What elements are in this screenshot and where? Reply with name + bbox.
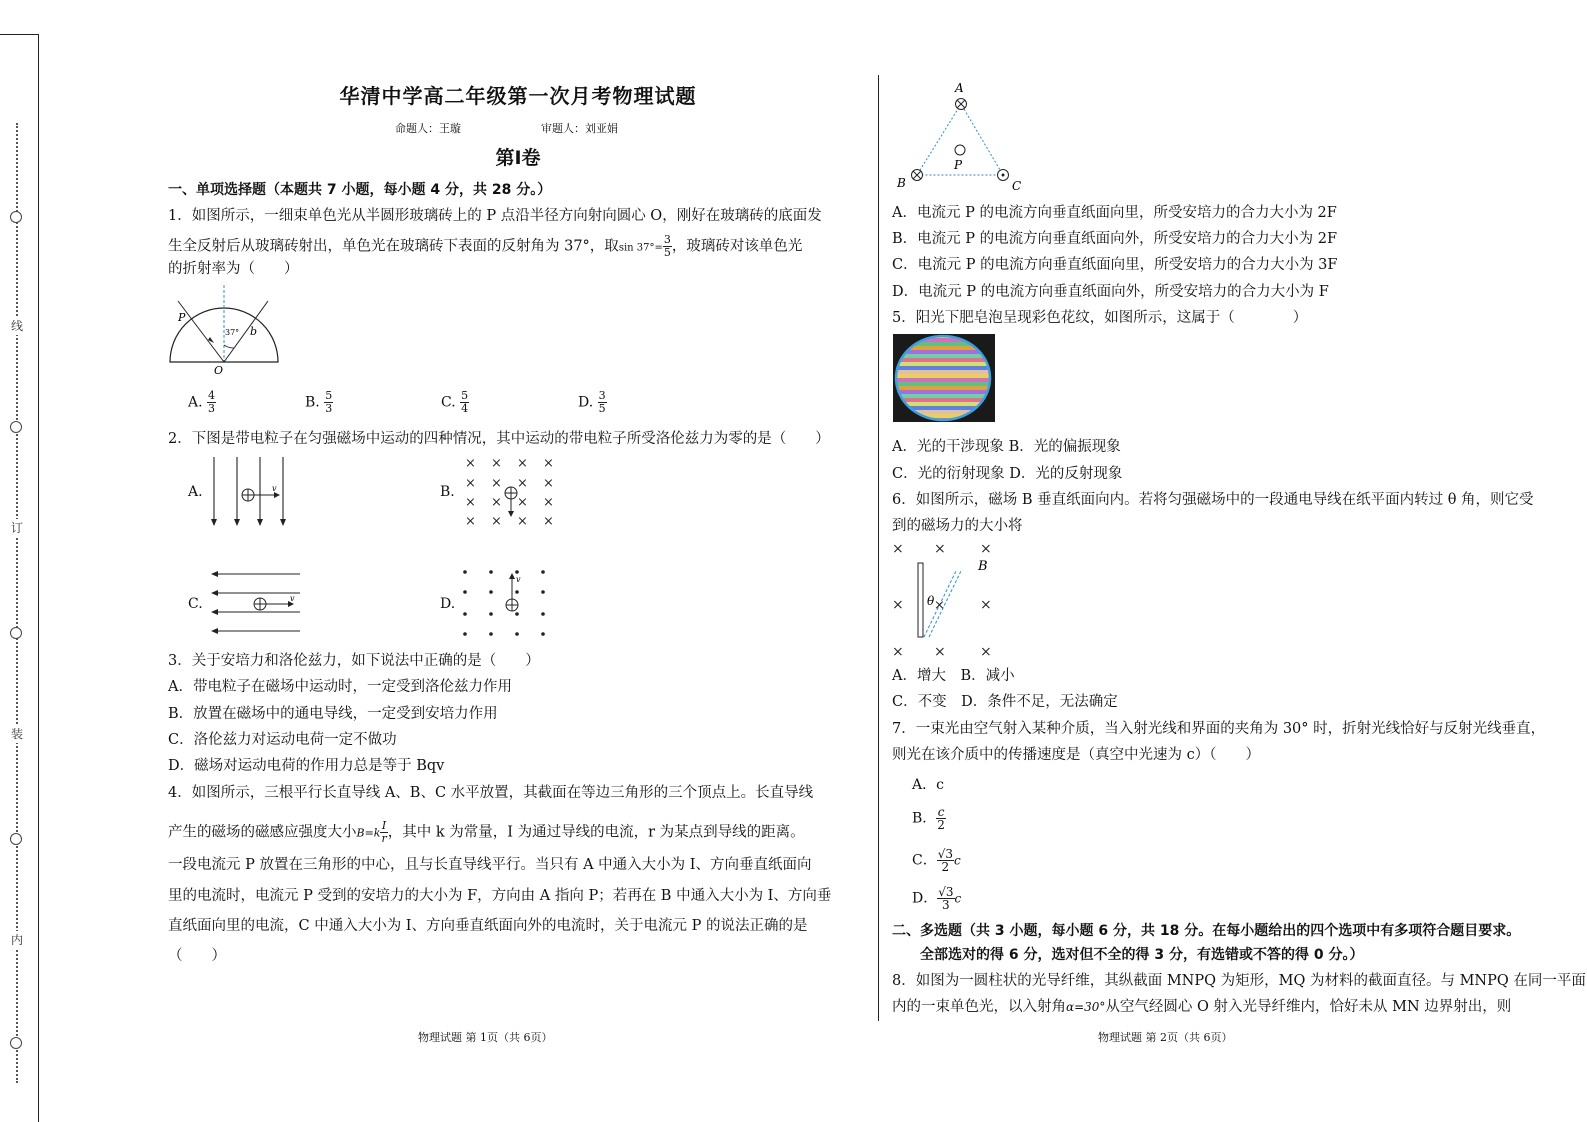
- svg-text:×: ×: [892, 644, 904, 660]
- svg-text:×: ×: [934, 541, 946, 557]
- q1-label-o: O: [214, 364, 224, 377]
- q1-label-p: P: [178, 311, 186, 324]
- interference-stripe: [893, 342, 995, 346]
- q1-d-den: 5: [598, 402, 606, 415]
- q4-frac-den: r: [381, 832, 387, 845]
- field-dot-mark: [515, 590, 519, 594]
- q7-b-num: c: [937, 805, 945, 819]
- q4-option-d[interactable]: D．电流元 P 的电流方向垂直纸面向外，所受安培力的合力大小为 F: [892, 284, 1329, 300]
- field-cross-mark: ×: [517, 456, 528, 471]
- q1-line2: [168, 234, 802, 259]
- q4-line6: （ ）: [168, 948, 226, 964]
- q1-c-den: 4: [461, 402, 469, 415]
- q1-sin-expr: sin 37°=: [618, 242, 663, 254]
- binding-margin: [0, 34, 39, 1122]
- svg-text:×: ×: [980, 541, 992, 557]
- q4-line2: [168, 820, 805, 845]
- q1-a-den: 3: [208, 402, 216, 415]
- interference-stripe: [893, 390, 995, 394]
- field-dot-mark: [463, 632, 467, 636]
- field-cross-mark: ×: [465, 514, 476, 529]
- q4-label-a: A: [955, 81, 964, 95]
- q4-line2-text: 产生的磁场的磁感应强度大小: [168, 824, 357, 841]
- field-dot-mark: [489, 632, 493, 636]
- q8-line2-tail: 从空气经圆心 O 射入光导纤维内，恰好未从 MN 边界射出，则: [1105, 999, 1512, 1015]
- author-setter: 命题人：王璇: [395, 122, 461, 135]
- q8-line1: 8．如图为一圆柱状的光导纤维，其纵截面 MNPQ 为矩形，MQ 为材料的截面直径。与 MNPQ 在同一平面: [892, 973, 1586, 989]
- q2-figure-c: [208, 566, 308, 638]
- q7-option-d[interactable]: [912, 886, 961, 911]
- q6-line1: 6．如图所示，磁场 B 垂直纸面向内。若将匀强磁场中的一段通电导线在纸平面内转过 θ 角，则它受: [892, 492, 1534, 508]
- q8-line2: [892, 998, 1511, 1016]
- interference-stripe: [893, 410, 995, 414]
- q7-c-frac: [937, 848, 954, 873]
- q6-options-cd[interactable]: C．不变 D．条件不足，无法确定: [892, 694, 1118, 710]
- q4-fraction: [380, 820, 387, 845]
- q7-d-den: 3: [942, 898, 950, 912]
- q8-formula: α=30°: [1066, 1000, 1106, 1014]
- field-cross-mark: ×: [517, 476, 528, 491]
- q1-option-b-frac: [324, 390, 333, 415]
- q1-option-c-frac: [460, 390, 469, 415]
- soap-bubble-photo: [893, 334, 995, 422]
- q2-figure-a: [208, 455, 298, 529]
- page-footer-left: 物理试题 第 1页（共 6页）: [418, 1031, 553, 1044]
- field-dot-mark: [515, 612, 519, 616]
- q3-option-c[interactable]: C．洛伦兹力对运动电荷一定不做功: [168, 732, 397, 748]
- q7-option-b[interactable]: [912, 806, 946, 831]
- q7-d-suffix: c: [954, 891, 962, 906]
- q1-b-num: 5: [325, 389, 333, 402]
- interference-stripe: [893, 374, 995, 378]
- field-dot-mark: [489, 590, 493, 594]
- binding-mark-nei: 内: [8, 931, 26, 949]
- interference-stripe: [893, 358, 995, 362]
- field-cross-mark: ×: [491, 495, 502, 510]
- q2-a-v: v: [272, 484, 277, 493]
- q4-formula: B=k: [356, 826, 381, 840]
- field-dot-mark: [515, 632, 519, 636]
- page-footer-right: 物理试题 第 2页（共 6页）: [1098, 1031, 1233, 1044]
- q4-option-b[interactable]: B．电流元 P 的电流方向垂直纸面向外，所受安培力的合力大小为 2F: [892, 231, 1338, 247]
- interference-stripe: [893, 370, 995, 374]
- binding-ring: [10, 211, 22, 223]
- field-dot-mark: [463, 612, 467, 616]
- q1-frac-den: 5: [663, 246, 671, 259]
- q6-options-ab[interactable]: A．增大 B．减小: [892, 668, 1015, 684]
- binding-ring: [10, 833, 22, 845]
- field-cross-mark: ×: [517, 514, 528, 529]
- q2-option-a-label[interactable]: A.: [188, 484, 203, 500]
- q1-option-d[interactable]: [578, 390, 607, 415]
- q7-c-suffix: c: [954, 853, 961, 868]
- q4-label-p: P: [954, 158, 963, 172]
- field-dot-mark: [541, 612, 545, 616]
- field-dot-mark: [489, 612, 493, 616]
- q1-fraction: [663, 234, 672, 259]
- q1-b-den: 3: [325, 402, 333, 415]
- svg-text:×: ×: [892, 597, 904, 613]
- field-dot-mark: [463, 570, 467, 574]
- q4-line4: 里的电流时，电流元 P 受到的安培力的大小为 F，方向由 A 指向 P；若再在 B 中通入大小为 I、方向垂: [168, 888, 832, 904]
- q3-option-d[interactable]: D．磁场对运动电荷的作用力总是等于 Bqv: [168, 758, 445, 774]
- q3-stem: 3．关于安培力和洛伦兹力，如下说法中正确的是（ ）: [168, 653, 540, 669]
- q6-label-b: B: [978, 559, 988, 574]
- svg-text:×: ×: [980, 597, 992, 613]
- q7-line2: 则光在该介质中的传播速度是（真空中光速为 c）（ ）: [892, 747, 1260, 763]
- q4-frac-num: I: [381, 819, 387, 832]
- section-title: 第Ⅰ卷: [495, 147, 541, 169]
- q2-c-v: v: [290, 594, 295, 603]
- field-dot-mark: [541, 632, 545, 636]
- q7-c-label: C．: [912, 852, 937, 869]
- q3-option-a[interactable]: A．带电粒子在磁场中运动时，一定受到洛伦兹力作用: [168, 679, 512, 695]
- q4-line1: 4．如图所示，三根平行长直导线 A、B、C 水平放置，其截面在等边三角形的三个顶点上。长直导线: [168, 785, 814, 801]
- interference-stripe: [893, 398, 995, 402]
- q1-option-b[interactable]: [305, 390, 333, 415]
- field-cross-mark: ×: [491, 514, 502, 529]
- q5-options-cd[interactable]: C．光的衍射现象 D．光的反射现象: [892, 466, 1123, 482]
- q4-triangle-figure: [892, 80, 1032, 194]
- column-divider: [878, 75, 879, 1021]
- q1-a-num: 4: [208, 389, 216, 402]
- svg-text:×: ×: [934, 644, 946, 660]
- interference-stripe: [893, 414, 995, 418]
- field-cross-mark: ×: [543, 456, 554, 471]
- q7-b-den: 2: [937, 818, 945, 832]
- q1-line3: 的折射率为（ ）: [168, 261, 299, 277]
- field-dot-mark: [515, 570, 519, 574]
- q1-option-d-label: D.: [578, 394, 594, 411]
- field-dot-mark: [541, 590, 545, 594]
- q4-label-b: B: [897, 176, 906, 190]
- field-cross-mark: ×: [491, 476, 502, 491]
- interference-stripe: [893, 362, 995, 366]
- q7-b-frac: [936, 806, 946, 831]
- q2-option-d-label[interactable]: D.: [440, 596, 456, 612]
- exam-title: 华清中学高二年级第一次月考物理试题: [339, 84, 697, 108]
- svg-text:×: ×: [980, 644, 992, 660]
- q7-option-a[interactable]: A．c: [912, 777, 944, 793]
- q4-label-c: C: [1012, 179, 1022, 193]
- field-cross-mark: ×: [543, 495, 554, 510]
- q1-d-num: 3: [598, 389, 606, 402]
- binding-mark-ding: 订: [8, 519, 26, 537]
- q1-label-angle: 37°: [225, 328, 240, 337]
- q1-option-c[interactable]: [441, 390, 469, 415]
- q2-figure-b: [463, 453, 563, 529]
- q2-figure-d: [461, 564, 561, 640]
- q1-line1: 1．如图所示，一细束单色光从半圆形玻璃砖上的 P 点沿半径方向射向圆心 O，刚好在玻璃砖的底面发: [168, 208, 822, 224]
- q7-c-den: 2: [941, 860, 950, 874]
- q7-line1: 7．一束光由空气射入某种介质，当入射光线和界面的夹角为 30° 时，折射光线恰好与反射光线垂直，: [892, 721, 1546, 737]
- q7-option-c[interactable]: [912, 848, 961, 873]
- q7-d-num: √3: [938, 885, 954, 899]
- interference-stripe: [893, 394, 995, 398]
- q5-stem: 5．阳光下肥皂泡呈现彩色花纹，如图所示，这属于（ ）: [892, 310, 1308, 326]
- q2-d-v: v: [516, 575, 521, 584]
- field-cross-mark: ×: [517, 495, 528, 510]
- interference-stripe: [893, 354, 995, 358]
- binding-mark-zhuang: 装: [8, 725, 26, 743]
- q1-option-c-label: C.: [441, 394, 456, 411]
- field-cross-mark: ×: [465, 495, 476, 510]
- field-dot-mark: [541, 570, 545, 574]
- interference-stripe: [893, 386, 995, 390]
- q4-line3: 一段电流元 P 放置在三角形的中心，且与长直导线平行。当只有 A 中通入大小为 I、方向垂直纸面向: [168, 857, 812, 873]
- soap-bubble-image: [893, 334, 995, 422]
- binding-ring: [10, 421, 22, 433]
- q1-option-b-label: B.: [305, 394, 320, 411]
- q7-b-label: B．: [912, 810, 937, 827]
- q2-option-c-label[interactable]: C.: [188, 596, 203, 612]
- field-cross-mark: ×: [465, 456, 476, 471]
- q4-option-a[interactable]: A．电流元 P 的电流方向垂直纸面向里，所受安培力的合力大小为 2F: [892, 205, 1337, 221]
- field-cross-mark: ×: [543, 514, 554, 529]
- binding-ring: [10, 1037, 22, 1049]
- q1-label-b: b: [250, 325, 258, 338]
- binding-ring: [10, 627, 22, 639]
- field-cross-mark: ×: [465, 476, 476, 491]
- q1-line2-text: 生全反射后从玻璃砖射出，单色光在玻璃砖下表面的反射角为 37°，取: [168, 238, 619, 255]
- q1-option-a-label: A.: [188, 394, 203, 411]
- interference-stripe: [893, 366, 995, 370]
- field-dot-mark: [489, 570, 493, 574]
- q6-label-theta: θ: [927, 594, 935, 608]
- q7-c-num: √3: [937, 847, 953, 861]
- q5-options-ab[interactable]: A．光的干涉现象 B．光的偏振现象: [892, 439, 1121, 455]
- field-cross-mark: ×: [491, 456, 502, 471]
- author-reviewer: 审题人：刘亚娟: [541, 122, 618, 135]
- q1-c-num: 5: [461, 389, 469, 402]
- svg-text:×: ×: [934, 598, 945, 613]
- q1-semicircle-figure: [168, 285, 288, 377]
- q1-option-a-frac: [207, 390, 216, 415]
- part2-heading-line1: 二、多选题（共 3 小题，每小题 6 分，共 18 分。在每小题给出的四个选项中有多项符合题目要求。: [892, 923, 1521, 939]
- field-dot-mark: [463, 590, 467, 594]
- q1-frac-num: 3: [663, 233, 671, 246]
- q7-d-frac: [937, 886, 954, 911]
- part1-heading: 一、单项选择题（本题共 7 小题，每小题 4 分，共 28 分。）: [168, 182, 552, 198]
- binding-mark-xian: 线: [8, 317, 26, 335]
- q2-option-b-label[interactable]: B.: [440, 484, 455, 500]
- q2-stem: 2．下图是带电粒子在匀强磁场中运动的四种情况，其中运动的带电粒子所受洛伦兹力为零的是（ ）: [168, 431, 830, 447]
- interference-stripe: [893, 378, 995, 382]
- interference-stripe: [893, 382, 995, 386]
- q4-line5: 直纸面向里的电流，C 中通入大小为 I、方向垂直纸面向外的电流时，关于电流元 P 的说法正确的是: [168, 918, 808, 934]
- field-cross-mark: ×: [543, 476, 554, 491]
- q6-line2: 到的磁场力的大小将: [892, 518, 1023, 534]
- svg-text:×: ×: [892, 541, 904, 557]
- q8-line2-text: 内的一束单色光，以入射角: [892, 999, 1066, 1015]
- q4-option-c[interactable]: C．电流元 P 的电流方向垂直纸面向里，所受安培力的合力大小为 3F: [892, 257, 1338, 273]
- q1-option-a[interactable]: [188, 390, 216, 415]
- q1-option-d-frac: [598, 390, 607, 415]
- q6-wire-figure: [892, 539, 1002, 661]
- part2-heading-line2: 全部选对的得 6 分，选对但不全的得 3 分，有选错或不答的得 0 分。）: [920, 947, 1364, 963]
- q1-line2-tail: ，玻璃砖对该单色光: [671, 238, 803, 255]
- q3-option-b[interactable]: B．放置在磁场中的通电导线，一定受到安培力作用: [168, 706, 498, 722]
- q4-line2-tail: ，其中 k 为常量，I 为通过导线的电流，r 为某点到导线的距离。: [387, 824, 805, 841]
- interference-stripe: [893, 338, 995, 342]
- q7-d-label: D．: [912, 890, 938, 907]
